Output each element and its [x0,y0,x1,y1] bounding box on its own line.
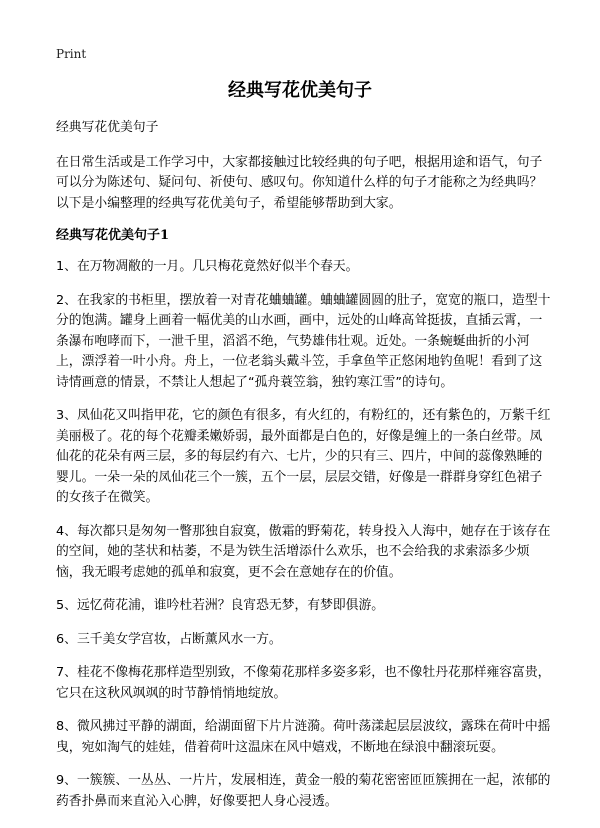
list-item: 2、在我家的书柜里，摆放着一对青花蛐蛐罐。蛐蛐罐圆圆的肚子，宽宽的瓶口，造型十分的饱满。罐身上画着一幅优美的山水画，画中，远处的山峰高耸挺拔，直插云霄，一条瀑布咆哮而下，一泄千里，滔滔不绝，气势雄伟壮观。近处。一条蜿蜒曲折的小河上，漂浮着一叶小舟。舟上，一位老翁头戴斗笠，手拿鱼竿正悠闲地钓鱼呢！看到了这诗情画意的情景，不禁让人想起了“孤舟蓑笠翁，独钓寒江雪”的诗句。 [56,292,551,390]
intro-paragraph: 在日常生活或是工作学习中，大家都接触过比较经典的句子吧，根据用途和语气，句子可以分为陈述句、疑问句、祈使句、感叹句。你知道什么样的句子才能称之为经典吗？以下是小编整理的经典写花优美句子，希望能够帮助到大家。 [56,154,543,211]
list-item: 3、凤仙花又叫指甲花，它的颜色有很多，有火红的，有粉红的，还有紫色的，万紫千红美丽极了。花的每个花瓣柔嫩娇弱，最外面都是白色的，好像是缠上的一条白丝带。凤仙花的花朵有两三层，多的每层约有六、七片，少的只有三、四片，中间的蕊像熟睡的婴儿。一朵一朵的凤仙花三个一簇，五个一层，层层交错，好像是一群群身穿红色裙子的女孩子在微笑。 [56,408,551,505]
list-item: 6、三千美女学宫妆，占断薰风水一方。 [56,631,282,647]
list-item: 1、在万物凋敝的一月。几只梅花竟然好似半个春天。 [56,259,359,274]
article-body [56,118,554,825]
list-item: 7、桂花不像梅花那样造型别致，不像菊花那样多姿多彩，也不像牡丹花那样雍容富贵，它只在这秋风飒飒的时节静悄悄地绽放。 [56,665,551,701]
list-item: 5、远忆荷花浦，谁吟杜若洲？良宵恐无梦，有梦即俱游。 [56,598,385,613]
section-heading: 经典写花优美句子1 [56,228,170,243]
list-item: 4、每次都只是匆匆一瞥那独自寂寞，傲霜的野菊花，转身投入人海中，她存在于该存在的空间，她的茎状和枯萎，不是为铁生活增添什么欢乐，也不会给我的求索添多少烦恼，我无暇考虑她的孤单和寂寞，更不会在意她存在的价值。 [56,523,551,580]
list-item: 8、微风拂过平静的湖面，给湖面留下片片涟漪。荷叶荡漾起层层波纹，露珠在荷叶中摇曳，宛如淘气的娃娃，借着荷叶这温床在风中嬉戏，不断地在绿浪中翻滚玩耍。 [56,719,551,755]
print-link[interactable]: Print [56,47,87,61]
page-title: 经典写花优美句子 [228,80,372,101]
article-subtitle: 经典写花优美句子 [56,120,159,135]
list-item: 9、一簇簇、一丛丛、一片片，发展相连，黄金一般的菊花密密匝匝簇拥在一起，浓郁的药香扑鼻而来直沁入心脾，好像要把人身心浸透。 [56,773,551,809]
